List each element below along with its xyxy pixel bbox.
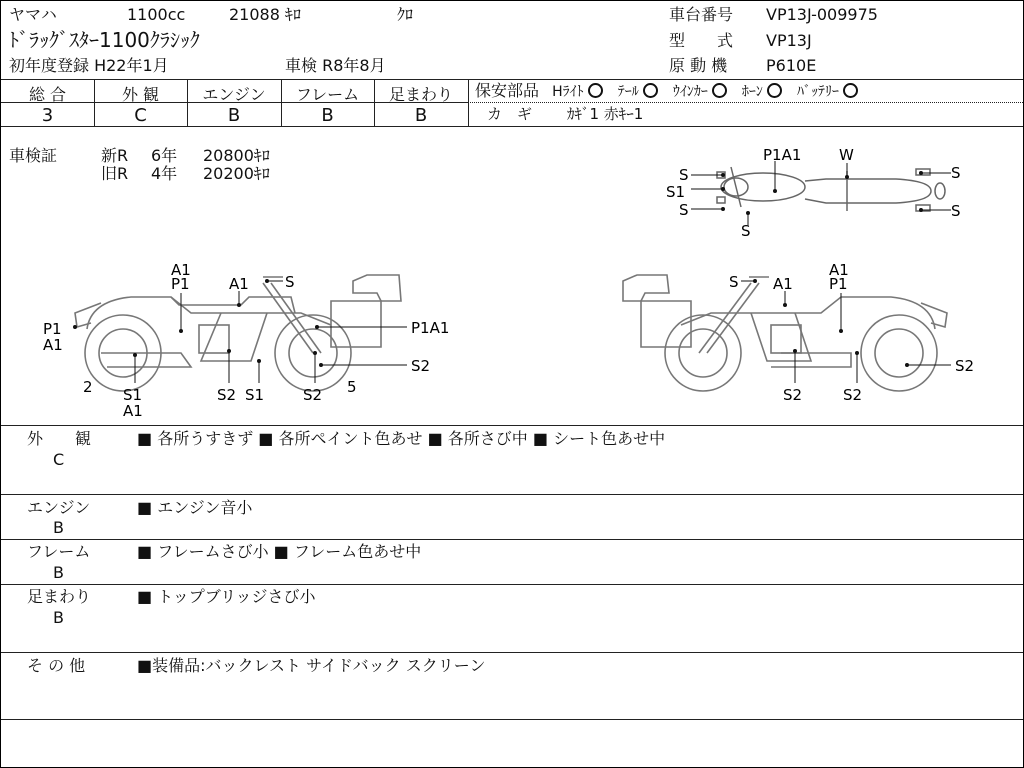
left-side-diagram: [31, 253, 481, 423]
label-s2: S2: [303, 386, 323, 404]
first-registration: 初年度登録 H22年1月: [9, 56, 169, 75]
remark-grade: B: [53, 518, 64, 537]
divider: [1, 494, 1023, 495]
label-p1: P1: [171, 275, 190, 293]
grade-engine: B: [227, 105, 241, 126]
safety-item-battery: ﾊﾞｯﾃﾘｰ: [797, 84, 840, 100]
ok-circle-icon: [643, 83, 658, 98]
grade-frame: B: [321, 105, 334, 126]
remark-grade: B: [53, 563, 64, 582]
engine-value: P610E: [766, 56, 817, 75]
label-s2: S2: [217, 386, 237, 404]
grade-suspension: B: [414, 105, 428, 126]
label-s2: S2: [955, 357, 975, 375]
divider: [1, 719, 1023, 720]
label-s1: S1: [123, 386, 143, 404]
remark-label: 足まわり: [27, 587, 92, 606]
label-s1: S1: [666, 183, 686, 201]
label-a1: A1: [829, 261, 849, 279]
label-p1a1: P1A1: [763, 146, 802, 164]
label-s2: S2: [843, 386, 863, 404]
divider: [1, 652, 1023, 653]
remark-grade: B: [53, 608, 64, 627]
remark-text: ■ トップブリッジさび小: [137, 587, 316, 606]
remark-text: ■装備品:バックレスト サイドバック スクリーン: [137, 656, 486, 675]
label-s: S: [285, 273, 295, 291]
top-view-diagram: [651, 141, 981, 241]
safety-item-tail: ﾃｰﾙ: [617, 84, 639, 100]
label-2: 2: [83, 378, 93, 396]
remark-label: フレーム: [27, 542, 91, 561]
grade-header-engine: エンジン: [202, 85, 266, 104]
safety-item-horn: ﾎｰﾝ: [741, 84, 763, 100]
divider: [1, 584, 1023, 585]
right-side-diagram: [601, 253, 1011, 413]
remark-text: ■ 各所うすきず ■ 各所ペイント色あせ ■ 各所さび中 ■ シート色あせ中: [137, 429, 666, 448]
label-p1a1: P1A1: [411, 319, 450, 337]
grade-header-overall: 総 合: [28, 85, 67, 104]
label-p1: P1: [829, 275, 848, 293]
divider: [1, 126, 1023, 127]
mileage: 21088 ｷﾛ: [229, 5, 301, 24]
divider: [1, 539, 1023, 540]
shaken-label: 車検証: [9, 146, 58, 165]
label-a1: A1: [171, 261, 191, 279]
displacement: 1100cc: [127, 5, 186, 24]
label-s2: S2: [783, 386, 803, 404]
grade-header-frame: フレーム: [295, 85, 360, 104]
remark-label: エンジン: [27, 498, 91, 517]
type-value: VP13J: [766, 31, 812, 50]
divider: [468, 102, 1023, 103]
safety-item-winker: ｳｲﾝｶｰ: [672, 84, 708, 100]
safety-item-headlight: Hﾗｲﾄ: [552, 84, 584, 100]
remark-label: 外 観: [27, 429, 92, 448]
remark-grade: C: [53, 450, 65, 469]
frame-no: VP13J-009975: [766, 5, 878, 24]
remark-text: ■ フレームさび小 ■ フレーム色あせ中: [137, 542, 422, 561]
frame-no-label: 車台番号: [669, 5, 734, 24]
label-s: S: [679, 201, 689, 219]
label-s: S: [679, 166, 689, 184]
label-s1: S1: [245, 386, 265, 404]
grade-exterior: C: [134, 105, 147, 126]
ok-circle-icon: [588, 83, 603, 98]
grade-overall: 3: [41, 105, 54, 126]
shaken-new-label: 新R: [101, 146, 129, 165]
ok-circle-icon: [767, 83, 782, 98]
label-s: S: [729, 273, 739, 291]
maker: ヤマハ: [9, 5, 57, 24]
divider: [1, 425, 1023, 426]
label-p1: P1: [43, 320, 62, 338]
label-s: S: [951, 164, 961, 182]
remark-text: ■ エンジン音小: [137, 498, 253, 517]
ok-circle-icon: [843, 83, 858, 98]
engine-label: 原 動 機: [669, 56, 728, 75]
grade-header-suspension: 足まわり: [388, 85, 453, 104]
type-label: 型 式: [669, 31, 734, 50]
safety-label: 保安部品: [475, 81, 540, 100]
divider: [1, 79, 1023, 80]
remark-label: そ の 他: [27, 656, 86, 675]
key-label: カ ギ: [487, 105, 533, 123]
shaken-old-km: 20200ｷﾛ: [203, 164, 270, 183]
color: ｸﾛ: [397, 5, 414, 24]
label-a1: A1: [123, 402, 143, 420]
label-a1: A1: [43, 336, 63, 354]
ok-circle-icon: [712, 83, 727, 98]
divider: [468, 79, 469, 126]
grade-header-exterior: 外 観: [121, 85, 160, 104]
label-s: S: [951, 202, 961, 220]
label-s: S: [741, 222, 751, 240]
label-5: 5: [347, 378, 357, 396]
model-name: ﾄﾞﾗｯｸﾞｽﾀｰ1100ｸﾗｼｯｸ: [9, 28, 200, 52]
safety-parts: [475, 83, 868, 99]
shaken-old-label: 旧R: [101, 164, 129, 183]
inspection-date: 車検 R8年8月: [285, 56, 386, 75]
shaken-old-year: 4年: [151, 164, 178, 183]
key-value: ｶｷﾞ1 赤ｷｰ1: [567, 105, 644, 123]
shaken-new-year: 6年: [151, 146, 178, 165]
label-w: W: [839, 146, 854, 164]
label-a1: A1: [229, 275, 249, 293]
label-s2: S2: [411, 357, 431, 375]
label-a1: A1: [773, 275, 793, 293]
shaken-new-km: 20800ｷﾛ: [203, 146, 270, 165]
